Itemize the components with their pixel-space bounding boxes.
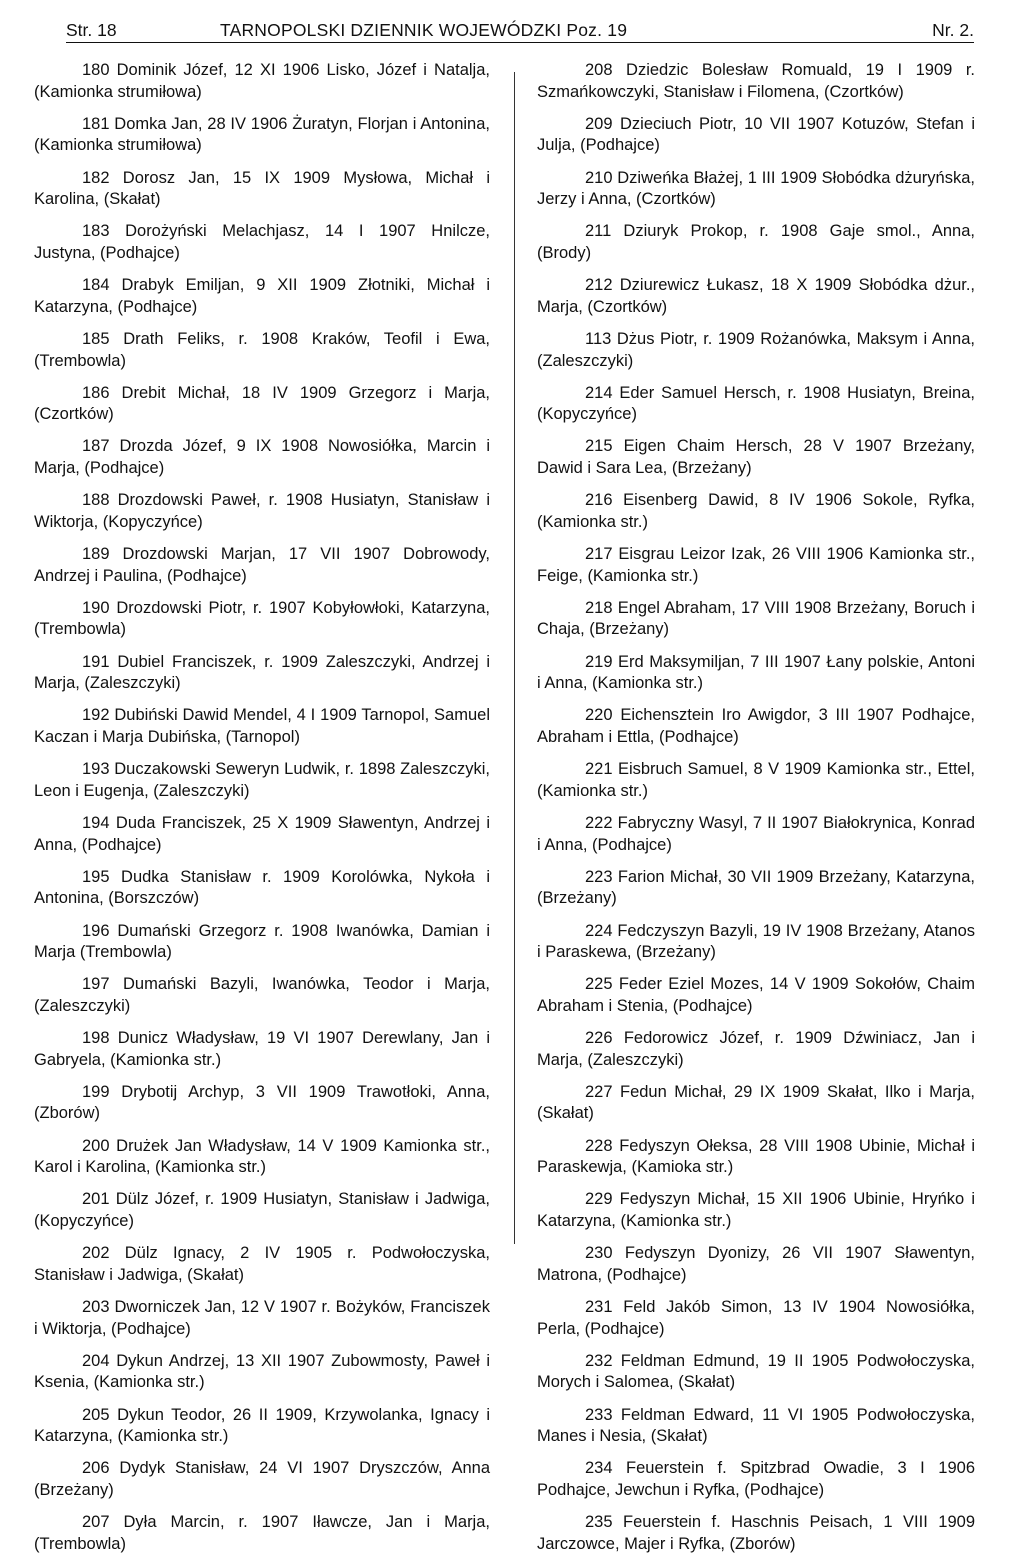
list-entry: 187 Drozda Józef, 9 IX 1908 Nowosiółka, Marcin i Marja, (Podhajce)	[34, 437, 490, 478]
list-entry: 215 Eigen Chaim Hersch, 28 V 1907 Brzeżany, Dawid i Sara Lea, (Brzeżany)	[537, 437, 975, 478]
issue-number: Nr. 2.	[932, 20, 974, 40]
list-entry: 195 Dudka Stanisław r. 1909 Korolówka, Nykoła i Antonina, (Borszczów)	[34, 867, 490, 908]
journal-title: TARNOPOLSKI DZIENNIK WOJEWÓDZKI Poz. 19	[220, 20, 628, 40]
list-entry: 183 Dorożyński Melachjasz, 14 I 1907 Hnilcze, Justyna, (Podhajce)	[34, 222, 490, 262]
list-entry: 231 Feld Jakób Simon, 13 IV 1904 Nowosiółka, Perla, (Podhajce)	[537, 1297, 975, 1338]
list-entry: 192 Dubiński Dawid Mendel, 4 I 1909 Tarnopol, Samuel Kaczan i Marja Dubińska, (Tarnopol)	[34, 706, 490, 746]
list-entry: 219 Erd Maksymiljan, 7 III 1907 Łany polskie, Antoni i Anna, (Kamionka str.)	[537, 652, 975, 693]
list-entry: 200 Drużek Jan Władysław, 14 V 1909 Kamionka str., Karol i Karolina, (Kamionka str.)	[34, 1136, 490, 1177]
list-entry: 186 Drebit Michał, 18 IV 1909 Grzegorz i Marja, (Czortków)	[34, 383, 490, 424]
list-entry: 235 Feuerstein f. Haschnis Peisach, 1 VIII 1909 Jarczowce, Majer i Ryfka, (Zborów)	[537, 1513, 975, 1553]
list-entry: 214 Eder Samuel Hersch, r. 1908 Husiatyn, Breina, (Kopyczyńce)	[537, 383, 975, 424]
list-entry: 193 Duczakowski Seweryn Ludwik, r. 1898 Zaleszczyki, Leon i Eugenja, (Zaleszczyki)	[34, 760, 490, 800]
list-entry: 223 Farion Michał, 30 VII 1909 Brzeżany, Katarzyna, (Brzeżany)	[537, 867, 975, 908]
list-entry: 205 Dykun Teodor, 26 II 1909, Krzywolanka, Ignacy i Katarzyna, (Kamionka str.)	[34, 1405, 490, 1446]
list-entry: 209 Dzieciuch Piotr, 10 VII 1907 Kotuzów, Stefan i Julja, (Podhajce)	[537, 114, 975, 155]
list-entry: 199 Drybotij Archyp, 3 VII 1909 Trawotłoki, Anna, (Zborów)	[34, 1082, 490, 1123]
list-entry: 228 Fedyszyn Ołeksa, 28 VIII 1908 Ubinie, Michał i Paraskewja, (Kamioka str.)	[537, 1136, 975, 1177]
list-entry: 225 Feder Eziel Mozes, 14 V 1909 Sokołów, Chaim Abraham i Stenia, (Podhajce)	[537, 975, 975, 1015]
list-entry: 203 Dworniczek Jan, 12 V 1907 r. Bożyków, Franciszek i Wiktorja, (Podhajce)	[34, 1297, 490, 1338]
list-entry: 180 Dominik Józef, 12 XI 1906 Lisko, Józef i Natalja, (Kamionka strumiłowa)	[34, 61, 490, 101]
list-entry: 227 Fedun Michał, 29 IX 1909 Skałat, Ilko i Marja, (Skałat)	[537, 1082, 975, 1123]
list-entry: 189 Drozdowski Marjan, 17 VII 1907 Dobrowody, Andrzej i Paulina, (Podhajce)	[34, 545, 490, 585]
list-entry: 198 Dunicz Władysław, 19 VI 1907 Derewlany, Jan i Gabryela, (Kamionka str.)	[34, 1029, 490, 1069]
page-number: Str. 18	[66, 20, 117, 40]
list-entry: 194 Duda Franciszek, 25 X 1909 Sławentyn, Andrzej i Anna, (Podhajce)	[34, 813, 490, 854]
list-entry: 217 Eisgrau Leizor Izak, 26 VIII 1906 Kamionka str., Feige, (Kamionka str.)	[537, 545, 975, 585]
list-entry: 206 Dydyk Stanisław, 24 VI 1907 Dryszczów, Anna (Brzeżany)	[34, 1459, 490, 1499]
list-entry: 196 Dumański Grzegorz r. 1908 Iwanówka, Damian i Marja (Trembowla)	[34, 921, 490, 962]
list-entry: 197 Dumański Bazyli, Iwanówka, Teodor i Marja, (Zaleszczyki)	[34, 975, 490, 1015]
list-entry: 181 Domka Jan, 28 IV 1906 Żuratyn, Florjan i Antonina, (Kamionka strumiłowa)	[34, 114, 490, 155]
list-entry: 188 Drozdowski Paweł, r. 1908 Husiatyn, Stanisław i Wiktorja, (Kopyczyńce)	[34, 491, 490, 531]
list-entry: 207 Dyła Marcin, r. 1907 Iławcze, Jan i Marja, (Trembowla)	[34, 1513, 490, 1553]
list-entry: 232 Feldman Edmund, 19 II 1905 Podwołoczyska, Morych i Salomea, (Skałat)	[537, 1351, 975, 1392]
list-entry: 226 Fedorowicz Józef, r. 1909 Dźwiniacz, Jan i Marja, (Zaleszczyki)	[537, 1029, 975, 1069]
list-entry: 234 Feuerstein f. Spitzbrad Owadie, 3 I 1906 Podhajce, Jewchun i Ryfka, (Podhajce)	[537, 1459, 975, 1499]
page-header	[66, 18, 974, 43]
list-entry: 208 Dziedzic Bolesław Romuald, 19 I 1909 r. Szmańkowczyki, Stanisław i Filomena, (Czortków)	[537, 61, 975, 101]
list-entry: 216 Eisenberg Dawid, 8 IV 1906 Sokole, Ryfka, (Kamionka str.)	[537, 491, 975, 531]
list-entry: 113 Dżus Piotr, r. 1909 Rożanówka, Maksym i Anna, (Zaleszczyki)	[537, 329, 975, 370]
list-entry: 204 Dykun Andrzej, 13 XII 1907 Zubowmosty, Paweł i Ksenia, (Kamionka str.)	[34, 1351, 490, 1392]
list-entry: 185 Drath Feliks, r. 1908 Kraków, Teofil i Ewa, (Trembowla)	[34, 329, 490, 370]
list-entry: 221 Eisbruch Samuel, 8 V 1909 Kamionka str., Ettel, (Kamionka str.)	[537, 760, 975, 800]
list-entry: 229 Fedyszyn Michał, 15 XII 1906 Ubinie, Hryńko i Katarzyna, (Kamionka str.)	[537, 1190, 975, 1230]
list-entry: 202 Dülz Ignacy, 2 IV 1905 r. Podwołoczyska, Stanisław i Jadwiga, (Skałat)	[34, 1244, 490, 1284]
list-entry: 184 Drabyk Emiljan, 9 XII 1909 Złotniki, Michał i Katarzyna, (Podhajce)	[34, 276, 490, 316]
list-entry: 212 Dziurewicz Łukasz, 18 X 1909 Słobódka dżur., Marja, (Czortków)	[537, 276, 975, 316]
right-column	[537, 60, 975, 1566]
list-entry: 230 Fedyszyn Dyonizy, 26 VII 1907 Sławentyn, Matrona, (Podhajce)	[537, 1244, 975, 1284]
list-entry: 218 Engel Abraham, 17 VIII 1908 Brzeżany, Boruch i Chaja, (Brzeżany)	[537, 598, 975, 639]
list-entry: 220 Eichensztein Iro Awigdor, 3 III 1907 Podhajce, Abraham i Ettla, (Podhajce)	[537, 706, 975, 746]
list-entry: 210 Dziweńka Błażej, 1 III 1909 Słobódka dżuryńska, Jerzy i Anna, (Czortków)	[537, 168, 975, 209]
list-entry: 224 Fedczyszyn Bazyli, 19 IV 1908 Brzeżany, Atanos i Paraskewa, (Brzeżany)	[537, 921, 975, 962]
column-divider	[514, 72, 515, 1244]
list-entry: 182 Dorosz Jan, 15 IX 1909 Mysłowa, Michał i Karolina, (Skałat)	[34, 168, 490, 209]
list-entry: 190 Drozdowski Piotr, r. 1907 Kobyłowłoki, Katarzyna, (Trembowla)	[34, 598, 490, 639]
list-entry: 233 Feldman Edward, 11 VI 1905 Podwołoczyska, Manes i Nesia, (Skałat)	[537, 1405, 975, 1446]
list-entry: 201 Dülz Józef, r. 1909 Husiatyn, Stanisław i Jadwiga, (Kopyczyńce)	[34, 1190, 490, 1230]
list-entry: 191 Dubiel Franciszek, r. 1909 Zaleszczyki, Andrzej i Marja, (Zaleszczyki)	[34, 652, 490, 693]
list-entry: 222 Fabryczny Wasyl, 7 II 1907 Białokrynica, Konrad i Anna, (Podhajce)	[537, 813, 975, 854]
list-entry: 211 Dziuryk Prokop, r. 1908 Gaje smol., Anna, (Brody)	[537, 222, 975, 262]
left-column	[34, 60, 490, 1566]
